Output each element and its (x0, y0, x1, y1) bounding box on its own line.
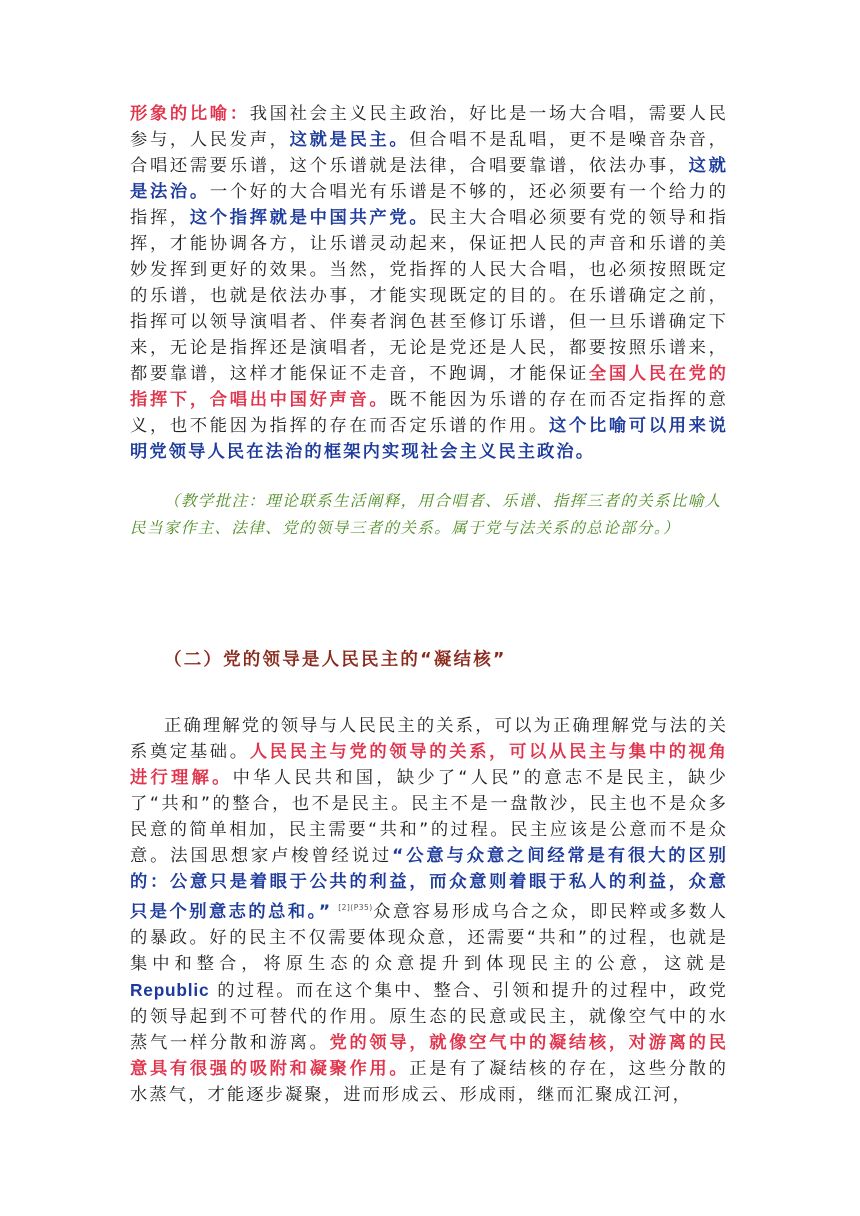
text-run: 正确理解党的领导与人民民主的关系，可以为正确理解党与法的关系奠定基础。 (130, 716, 728, 762)
highlight-democracy: 这就是民主。 (289, 130, 410, 150)
text-run: 我国社会主义民主政治，好比是一场大合唱，需要人民参与，人民发声， (130, 104, 728, 150)
text-run: 既不能因为乐谱的存在而否定指挥的意义，也不能因为指挥的存在而否定乐谱的作用。 (130, 390, 728, 436)
republic-term: Republic (130, 980, 210, 1000)
body-paragraph (130, 713, 728, 1108)
text-run: 中华人民共和国，缺少了“人民”的意志不是民主，缺少了“共和”的整合，也不是民主。民主不是一盘散沙，民主也不是众多民意的简单相加，民主需要“共和”的过程。民主应该是公意而不是众意。法国思想家卢梭曾经说过 (130, 768, 728, 866)
text-run: 的过程。而在这个集中、整合、引领和提升的过程中，政党的领导起到不可替代的作用。原生态的民意或民主，就像空气中的水蒸气一样分散和游离。 (130, 981, 728, 1053)
text-run: 但合唱不是乱唱，更不是噪音杂音，合唱还需要乐谱，这个乐谱就是法律，合唱要靠谱，依法办事， (130, 130, 728, 176)
highlight-conductor: 这个指挥就是中国共产党。 (189, 208, 430, 228)
text-run: 众意容易形成乌合之众，即民粹或多数人的暴政。好的民主不仅需要体现众意，还需要“共和”的过程，也就是集中和整合，将原生态的众意提升到体现民主的公意，这就是 (130, 902, 728, 974)
metaphor-lead: 形象的比喻： (130, 104, 250, 124)
text-run: 一个好的大合唱光有乐谱是不够的，还必须要有一个给力的指挥， (130, 182, 728, 228)
text-run: 民主大合唱必须要有党的领导和指挥，才能协调各方，让乐谱灵动起来，保证把人民的声音和乐谱的美妙发挥到更好的效果。当然，党指挥的人民大合唱，也必须按照既定的乐谱，也就是依法办事，才能实现既定的目的。在乐谱确定之前，指挥可以领导演唱者、伴奏者润色甚至修订乐谱，但一旦乐谱确定下来，无论是指挥还是演唱者，无论是党还是人民，都要按照乐谱来，都要靠谱，这样才能保证不走音，不跑调，才能保证 (130, 208, 728, 384)
section-heading: （二）党的领导是人民民主的“凝结核” (164, 650, 507, 670)
citation-marker: [2](P35) (338, 903, 373, 912)
highlight-condensation-nucleus: 党的领导，就像空气中的凝结核，对游离的民意具有很强的吸附和凝聚作用。 (130, 1033, 728, 1079)
highlight-rule-of-law: 这就是法治。 (130, 156, 728, 202)
rousseau-quote: “公意与众意之间经常是有很大的区别的：公意只是着眼于公共的利益，而众意则着眼于私人的利益，众意只是个别意志的总和。” (130, 846, 728, 922)
highlight-conclusion: 这个比喻可以用来说明党领导人民在法治的框架内实现社会主义民主政治。 (130, 416, 728, 462)
highlight-relationship: 人民民主与党的领导的关系，可以从民主与集中的视角进行理解。 (130, 742, 728, 788)
metaphor-paragraph (130, 101, 728, 465)
teaching-annotation: （教学批注：理论联系生活阐释，用合唱者、乐谱、指挥三者的关系比喻人民当家作主、法律、党的领导三者的关系。属于党与法关系的总论部分。） (130, 492, 722, 537)
highlight-good-voice: 全国人民在党的指挥下，合唱出中国好声音。 (130, 364, 728, 410)
text-run: 正是有了凝结核的存在，这些分散的水蒸气，才能逐步凝聚，进而形成云、形成雨，继而汇聚成江河， (130, 1059, 728, 1105)
